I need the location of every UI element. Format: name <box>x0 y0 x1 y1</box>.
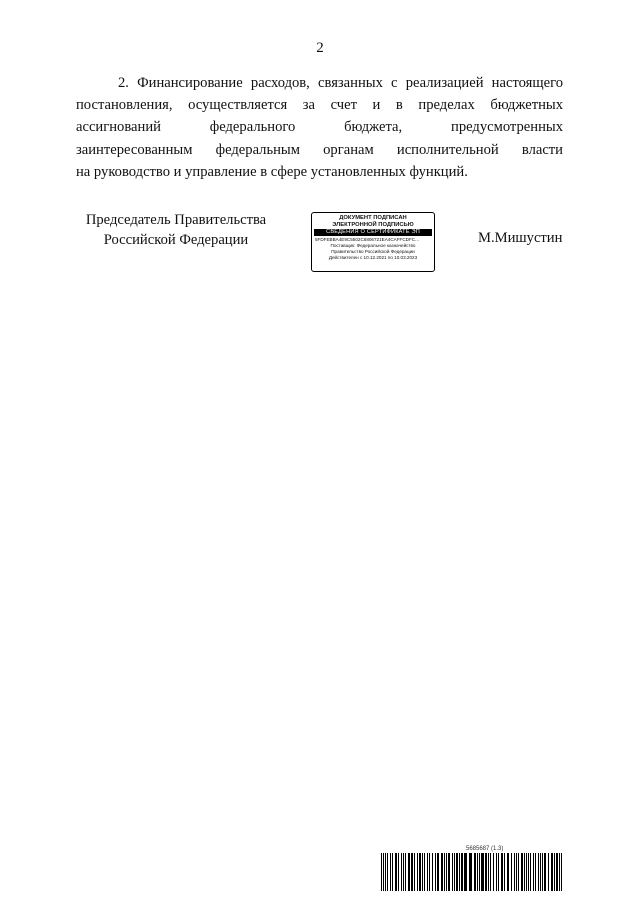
financing-paragraph <box>76 72 563 183</box>
paragraph-line: ассигнований федерального бюджета, предусмотренных <box>76 119 563 136</box>
stamp-header <box>312 215 434 228</box>
signature-stamp <box>311 212 435 272</box>
document-code: 5685687 (1.3) <box>466 846 504 852</box>
signer-title <box>76 210 276 250</box>
stamp-issuer: Поставщик: Федеральное казначейство <box>330 243 416 248</box>
paragraph-line: 2. Финансирование расходов, связанных с реализацией настоящего <box>118 75 563 91</box>
stamp-header-line: ДОКУМЕНТ ПОДПИСАН <box>339 215 407 221</box>
page-number: 2 <box>316 40 324 56</box>
barcode-icon <box>381 853 565 891</box>
stamp-serial: 5FDFEBBA4E9C5502C6806721EA4CAFFCDFC... <box>315 237 419 242</box>
signer-title-line: Председатель Правительства <box>85 212 267 228</box>
signer-name: М.Мишустин <box>478 230 563 246</box>
paragraph-line: заинтересованным федеральным органам исполнительной власти <box>76 141 563 158</box>
stamp-certificate-bar: СВЕДЕНИЯ О СЕРТИФИКАТЕ ЭП <box>314 229 432 236</box>
stamp-validity: Действителен с 10.12.2021 по 10.03.2023 <box>328 255 418 260</box>
stamp-header-line: ЭЛЕКТРОННОЙ ПОДПИСЬЮ <box>332 221 414 228</box>
stamp-issuer: Правительство Российской Федерации <box>331 249 415 254</box>
signer-title-line: Российской Федерации <box>103 232 249 248</box>
paragraph-line: постановления, осуществляется за счет и в пределах бюджетных <box>76 97 563 114</box>
paragraph-line: на руководство и управление в сфере установленных функций. <box>76 163 468 180</box>
